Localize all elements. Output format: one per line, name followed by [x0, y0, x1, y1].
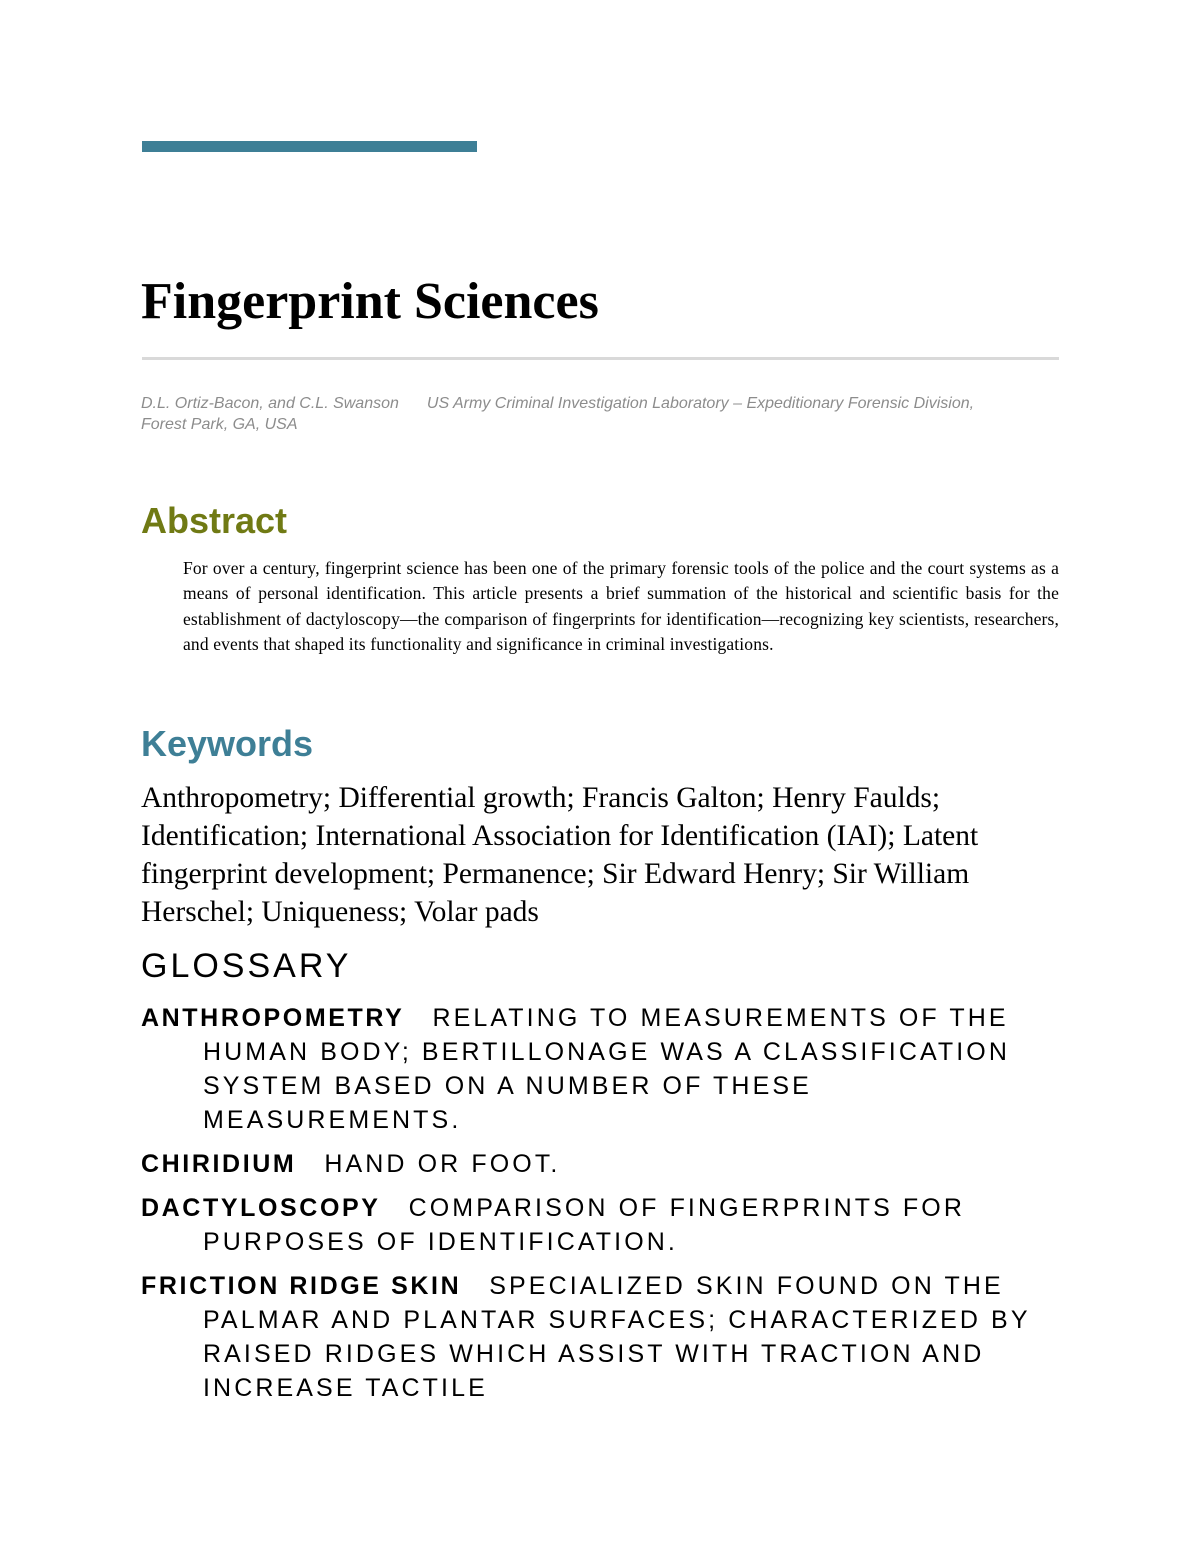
- glossary-entry-dactyloscopy: [141, 1191, 1071, 1259]
- glossary-entry-chiridium: [141, 1147, 1071, 1181]
- keywords-heading: Keywords: [141, 723, 314, 764]
- glossary-definition: SPECIALIZED SKIN FOUND ON THE PALMAR AND PLANTAR SURFACES; CHARACTERIZED BY RAISED RIDGES WHICH ASSIST WITH TRACTION AND INCREASE TACTILE: [203, 1272, 1031, 1402]
- glossary-term: ANTHROPOMETRY: [141, 1004, 405, 1032]
- glossary-entry-anthropometry: [141, 1001, 1071, 1137]
- glossary-term: FRICTION RIDGE SKIN: [141, 1272, 462, 1300]
- glossary-term: CHIRIDIUM: [141, 1150, 297, 1178]
- page-title: Fingerprint Sciences: [141, 273, 599, 330]
- glossary-definition: COMPARISON OF FINGERPRINTS FOR PURPOSES OF IDENTIFICATION.: [203, 1194, 966, 1256]
- glossary-heading: GLOSSARY: [141, 947, 352, 985]
- author-affiliation: US Army Criminal Investigation Laboratory – Expeditionary Forensic Division, Forest Park, GA, USA: [141, 395, 975, 433]
- abstract-heading: Abstract: [141, 500, 288, 541]
- keywords-text: Anthropometry; Differential growth; Francis Galton; Henry Faulds; Identification; International Association for Identification (IAI); Latent fingerprint development; Permanence; Sir Edward Henry; Sir William Herschel; Uniqueness; Volar pads: [141, 782, 979, 928]
- header-accent-bar: [142, 141, 477, 152]
- glossary-term: DACTYLOSCOPY: [141, 1194, 381, 1222]
- abstract-text: For over a century, fingerprint science has been one of the primary forensic tools of the police and the court systems as a means of personal identification. This article presents a brief summation of the historical and scientific basis for the establishment of dactyloscopy—the comparison of fingerprints for identification—recognizing key scientists, researchers, and events that shaped its functionality and significance in criminal investigations.: [183, 558, 1059, 655]
- glossary-entry-friction-ridge-skin: [141, 1269, 1071, 1405]
- title-divider: [142, 357, 1059, 360]
- glossary-definition: RELATING TO MEASUREMENTS OF THE HUMAN BODY; BERTILLONAGE WAS A CLASSIFICATION SYSTEM BASED ON A NUMBER OF THESE MEASUREMENTS.: [203, 1004, 1011, 1134]
- glossary-list: [141, 1001, 1071, 1415]
- author-line: [141, 393, 1021, 435]
- glossary-definition: HAND OR FOOT.: [324, 1150, 561, 1178]
- author-names: D.L. Ortiz-Bacon, and C.L. Swanson: [141, 395, 399, 412]
